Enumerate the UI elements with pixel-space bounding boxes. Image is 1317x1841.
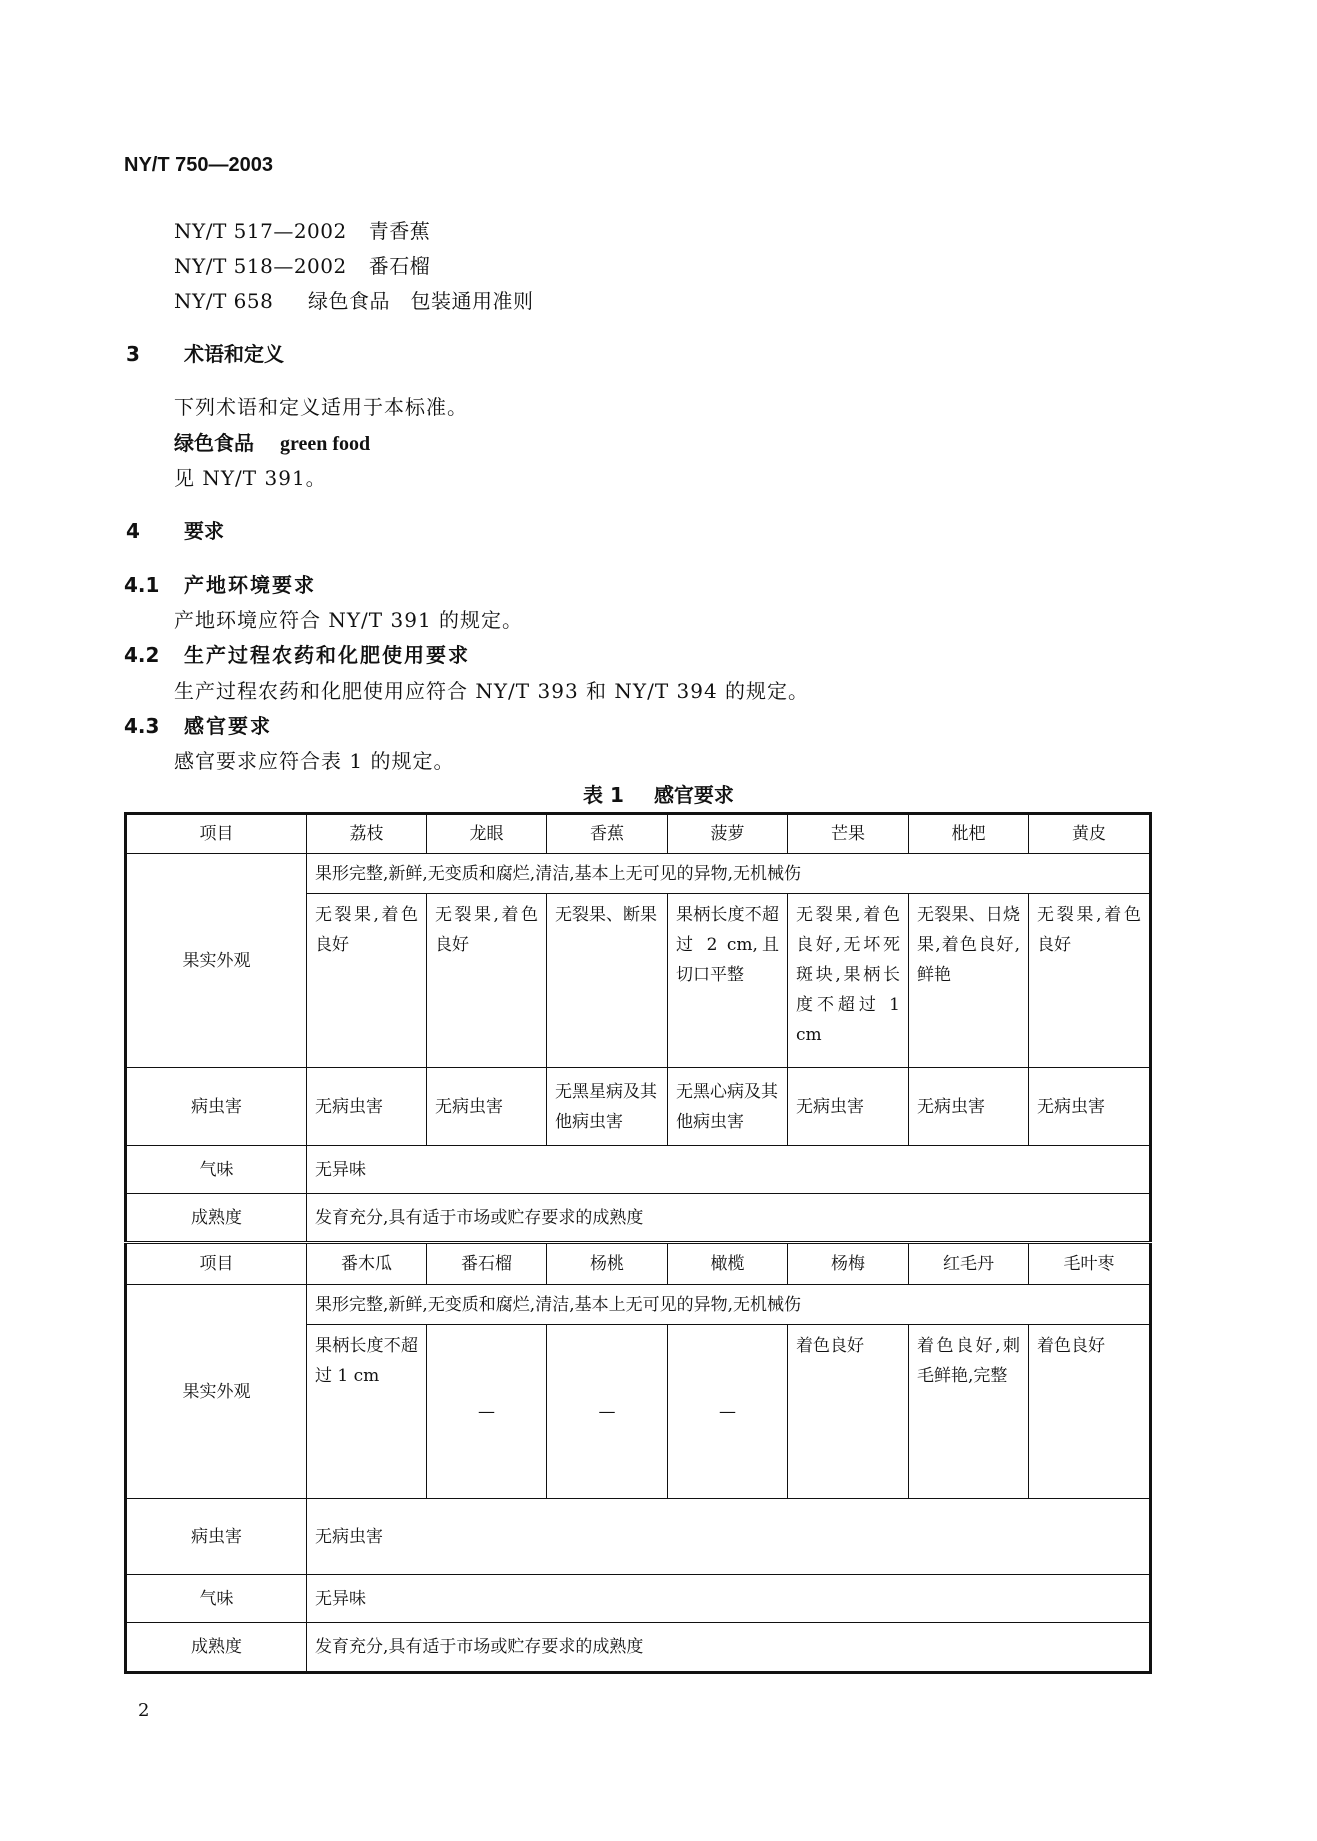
table-row: [126, 1499, 1151, 1575]
reference-code: NY/T 658: [174, 289, 274, 313]
table-row: [126, 854, 1151, 894]
subsection-number: 4.3: [124, 714, 160, 738]
row-label: 果实外观: [126, 854, 307, 1068]
maturity-cell: 发育充分,具有适于市场或贮存要求的成熟度: [307, 1194, 1151, 1243]
section-4-1-heading: [124, 569, 316, 598]
term-definition: 见 NY/T 391。: [174, 466, 327, 490]
reference-code: NY/T 517—2002: [174, 219, 347, 243]
section-number: 4: [126, 519, 140, 543]
page-number: 2: [138, 1700, 150, 1721]
reference-code: NY/T 518—2002: [174, 254, 347, 278]
reference-3: [174, 285, 534, 314]
section-4-2-heading: [124, 639, 470, 668]
table-row: [126, 1194, 1151, 1243]
appearance-cell: 无裂果、断果: [547, 894, 668, 1068]
reference-2: [174, 250, 430, 279]
subsection-title: 产地环境要求: [184, 573, 316, 597]
table-header-row: [126, 1243, 1151, 1285]
fruit-header: 荔枝: [307, 814, 427, 854]
appearance-cell: 果柄长度不超过 1 cm: [307, 1325, 427, 1499]
table-row: [126, 1623, 1151, 1673]
section-4-1-text: 产地环境应符合 NY/T 391 的规定。: [174, 608, 524, 632]
appearance-cell: 无裂果、日烧果,着色良好,鲜艳: [909, 894, 1029, 1068]
pest-cell: 无病虫害: [909, 1068, 1029, 1146]
pest-cell: 无黑心病及其他病虫害: [668, 1068, 788, 1146]
item-header: 项目: [126, 1243, 307, 1285]
fruit-header: 橄榄: [668, 1243, 788, 1285]
pest-cell: 无病虫害: [1029, 1068, 1151, 1146]
section-number: 3: [126, 342, 140, 366]
row-label: 果实外观: [126, 1285, 307, 1499]
row-label: 病虫害: [126, 1068, 307, 1146]
table-caption: [0, 779, 1317, 808]
fruit-header: 杨桃: [547, 1243, 668, 1285]
table-row: [126, 1146, 1151, 1194]
appearance-cell: 着色良好,刺毛鲜艳,完整: [909, 1325, 1029, 1499]
row-label: 气味: [126, 1146, 307, 1194]
appearance-cell: 着色良好: [788, 1325, 909, 1499]
pest-cell: 无病虫害: [307, 1068, 427, 1146]
fruit-header: 毛叶枣: [1029, 1243, 1151, 1285]
standard-code: NY/T 750—2003: [124, 154, 273, 176]
odor-cell: 无异味: [307, 1146, 1151, 1194]
pest-cell: 无病虫害: [427, 1068, 547, 1146]
section-3-heading: [126, 338, 284, 367]
section-3-intro: 下列术语和定义适用于本标准。: [174, 395, 468, 419]
fruit-header: 黄皮: [1029, 814, 1151, 854]
reference-1: [174, 215, 430, 244]
reference-title: 番石榴: [368, 254, 431, 278]
table-row: [126, 1068, 1151, 1146]
term-zh: 绿色食品: [174, 431, 254, 455]
appearance-cell: 果柄长度不超过 2 cm,且切口平整: [668, 894, 788, 1068]
row-label: 病虫害: [126, 1499, 307, 1575]
appearance-cell: 无裂果,着色良好: [427, 894, 547, 1068]
subsection-title: 生产过程农药和化肥使用要求: [184, 643, 470, 667]
appearance-cell: —: [427, 1325, 547, 1499]
row-label: 气味: [126, 1575, 307, 1623]
table-header-row: [126, 814, 1151, 854]
maturity-cell: 发育充分,具有适于市场或贮存要求的成熟度: [307, 1623, 1151, 1673]
appearance-cell: 无裂果,着色良好: [1029, 894, 1151, 1068]
fruit-header: 番石榴: [427, 1243, 547, 1285]
fruit-header: 龙眼: [427, 814, 547, 854]
fruit-header: 杨梅: [788, 1243, 909, 1285]
fruit-header: 芒果: [788, 814, 909, 854]
section-title: 术语和定义: [184, 342, 284, 366]
item-header: 项目: [126, 814, 307, 854]
row-label: 成熟度: [126, 1194, 307, 1243]
odor-cell: 无异味: [307, 1575, 1151, 1623]
reference-title: 青香蕉: [368, 219, 431, 243]
appearance-cell: 无裂果,着色良好,无坏死斑块,果柄长度不超过 1 cm: [788, 894, 909, 1068]
appearance-cell: —: [668, 1325, 788, 1499]
term-en: green food: [280, 433, 371, 455]
pest-cell: 无病虫害: [788, 1068, 909, 1146]
section-title: 要求: [184, 519, 224, 543]
fruit-header: 香蕉: [547, 814, 668, 854]
subsection-number: 4.1: [124, 573, 160, 597]
section-4-heading: [126, 515, 224, 544]
table-row: [126, 1285, 1151, 1325]
fruit-header: 枇杷: [909, 814, 1029, 854]
appearance-cell: 着色良好: [1029, 1325, 1151, 1499]
section-4-3-heading: [124, 710, 272, 739]
section-4-2-text: 生产过程农药和化肥使用应符合 NY/T 393 和 NY/T 394 的规定。: [174, 679, 810, 703]
subsection-number: 4.2: [124, 643, 160, 667]
appearance-cell: —: [547, 1325, 668, 1499]
table-row: [126, 1575, 1151, 1623]
appearance-cell: 无裂果,着色良好: [307, 894, 427, 1068]
sensory-requirements-table: [124, 812, 1152, 1674]
section-4-3-text: 感官要求应符合表 1 的规定。: [174, 749, 455, 773]
fruit-header: 红毛丹: [909, 1243, 1029, 1285]
fruit-header: 番木瓜: [307, 1243, 427, 1285]
appearance-common: 果形完整,新鲜,无变质和腐烂,清洁,基本上无可见的异物,无机械伤: [307, 854, 1151, 894]
table-title: 感官要求: [653, 783, 734, 807]
subsection-title: 感官要求: [184, 714, 272, 738]
table-number: 表 1: [583, 783, 624, 807]
appearance-common: 果形完整,新鲜,无变质和腐烂,清洁,基本上无可见的异物,无机械伤: [307, 1285, 1151, 1325]
pest-cell: 无病虫害: [307, 1499, 1151, 1575]
row-label: 成熟度: [126, 1623, 307, 1673]
reference-title: 绿色食品 包装通用准则: [308, 289, 534, 313]
pest-cell: 无黑星病及其他病虫害: [547, 1068, 668, 1146]
term-entry: [174, 427, 370, 456]
fruit-header: 菠萝: [668, 814, 788, 854]
